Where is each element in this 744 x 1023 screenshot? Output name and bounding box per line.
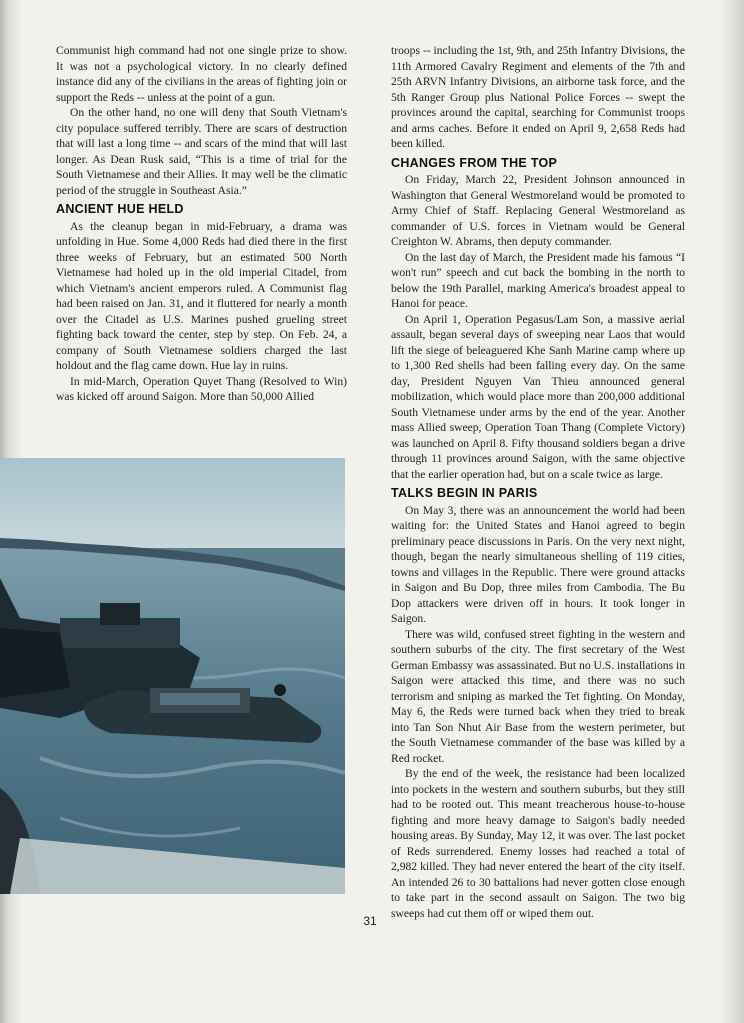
paragraph: As the cleanup began in mid-February, a drama was unfolding in Hue. Some 4,000 Reds had died there in the first three weeks of February, but an estimated 500 North Vietnamese had holed up in the old imperial Citadel, from which Vietnam's ancient emperors ruled. A Communist flag had been raised on Jan. 31, and it fluttered for nearly a month over the Citadel as U.S. Marines pushed grueling street fighting back toward the center, step by step. On Feb. 24, a company of South Vietnamese soldiers charged the last holdout and the flag came down. Hue lay in ruins. (56, 219, 347, 372)
left-column (56, 43, 347, 405)
paragraph: On May 3, there was an announcement the world had been waiting for: the United States and Hanoi agreed to begin preliminary peace discussions in Paris. On the very next night, though, began the nearly simultaneous shelling of 119 cities, towns and villages in the Republic. There were ground attacks in Saigon and Bu Dop, three miles from Cambodia. The Bu Dop attackers were driven off in hours. It took longer in Saigon. (391, 503, 685, 625)
paragraph: In mid-March, Operation Quyet Thang (Resolved to Win) was kicked off around Saigon. More than 50,000 Allied (56, 374, 347, 403)
page-number: 31 (363, 914, 377, 928)
paragraph: On April 1, Operation Pegasus/Lam Son, a massive aerial assault, began several days of sweeping near Laos that would lift the siege of beleaguered Khe Sanh Marine camp where up to 1,300 Red shells had been falling every day. On the same day, President Nguyen Van Thieu announced general mobilization, which would place more than 200,000 additional South Vietnamese under arms by the end of the year. Another mass Allied sweep, Operation Toan Thang (Complete Victory) was launched on April 8. Fifty thousand soldiers began a drive through 11 provinces around Saigon, with the same objective that the earlier operation had, but on a scale twice as large. (391, 312, 685, 481)
paragraph: On Friday, March 22, President Johnson announced in Washington that General Westmoreland would be promoted to Army Chief of Staff. Replacing General Westmoreland as commander of U.S. forces in Vietnam would be General Creighton W. Abrams, then deputy commander. (391, 173, 685, 248)
section-heading-talks-begin-paris: TALKS BEGIN IN PARIS (391, 486, 538, 500)
paragraph: On the last day of March, the President made his famous “I won't run” speech and cut back the bombing in the north to below the 19th Parallel, marking America's broadest appeal to Hanoi for peace. (391, 250, 685, 310)
section-heading-ancient-hue: ANCIENT HUE HELD (56, 202, 184, 216)
right-column (391, 43, 685, 921)
paragraph: On the other hand, no one will deny that South Vietnam's city populace suffered terribly. There are scars of destruction that will last a long time -- and scars of the mind that will last longer. As Dean Rusk said, “This is a time of trial for the South Vietnamese and their Allies. It may well be the climatic period of the struggle in Southeast Asia.” (56, 106, 347, 197)
river-boats-photo (0, 458, 345, 894)
photo-illustration (0, 458, 345, 894)
paragraph: There was wild, confused street fighting in the western and southern suburbs of the city. The first secretary of the West German Embassy was assassinated. But no U.S. installations in Saigon were attacked this time, and there was no such terrorism and sniping as marked the Tet fighting. On Monday, May 6, the Reds were turned back when they tried to break into Tan Son Nhut Air Base from the western perimeter, but the South Vietnamese commander of the base was killed by a Red rocket. (391, 627, 685, 765)
paragraph: By the end of the week, the resistance had been localized into pockets in the western and southern suburbs, but they still had to be rooted out. This meant treacherous house-to-house fighting and more heavy damage to Saigon's badly needed housing areas. By Sunday, May 12, it was over. The last pocket of Reds surrendered. Enemy losses had reached a total of 2,982 killed. They had never entered the heart of the city itself. An intended 26 to 30 battalions had never gotten close enough to take part in the second assault on Saigon. The two big sweeps had cut them off or wiped them out. (391, 767, 685, 920)
section-heading-changes-from-top: CHANGES FROM THE TOP (391, 155, 558, 170)
paragraph: Communist high command had not one single prize to show. It was not a psychological victory. In no clearly defined instance did any of the civilians in the areas of fighting join or support the Reds -- unless at the point of a gun. (56, 44, 347, 104)
paragraph: troops -- including the 1st, 9th, and 25th Infantry Divisions, the 11th Armored Cavalry Regiment and elements of the 7th and 25th ARVN Infantry Divisions, an airborne task force, and the 5th Ranger Group plus National Police Forces -- swept the provinces around the capital, searching for Communist troops and arms caches. Before it ended on April 9, 2,658 Reds had been killed. (391, 44, 685, 150)
